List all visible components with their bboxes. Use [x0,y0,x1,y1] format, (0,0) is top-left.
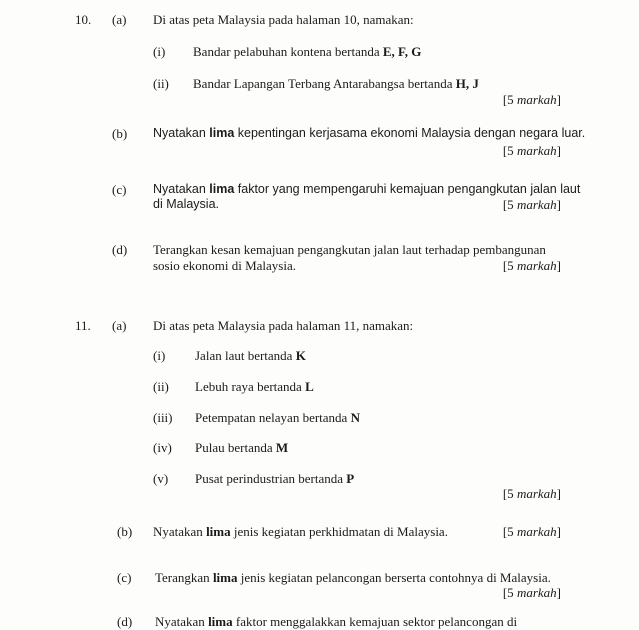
q10a-marks-word: markah [516,92,557,107]
q11a-marks-word: markah [516,486,557,501]
q10b-post: kepentingan kerjasama ekonomi Malaysia dengan negara luar. [234,126,586,140]
q11a-item [195,348,306,363]
q10b-marks-close: ] [556,143,561,158]
q10a-ii [193,76,479,91]
q11b-label: (b) [117,524,133,539]
q11a-item [195,410,360,425]
q10d-marks [503,258,561,273]
q10a-ii-bold: H, J [455,76,479,91]
q11b-text [153,524,448,539]
q10d-marks-close: ] [556,258,561,273]
q11d-bold: lima [208,614,233,629]
q10c-line2: di Malaysia. [153,197,219,211]
q10c-label: (c) [112,182,127,197]
q11a-item-text: Pulau bertanda [195,440,276,455]
q11d-post: faktor menggalakkan kemajuan sektor pelancongan di [232,614,518,629]
q10b-text [153,126,585,141]
q11a-item-label: (iii) [153,410,173,425]
q11c-post: jenis kegiatan pelancongan berserta contohnya di Malaysia. [237,570,551,585]
q11a-item-text: Lebuh raya bertanda [195,379,306,394]
q10a-ii-text: Bandar Lapangan Terbang Antarabangsa bertanda [193,76,456,91]
q11a-item-label: (i) [153,348,166,363]
q10c-marks [503,197,561,212]
q11-number: 11. [75,318,91,333]
q10c-post: faktor yang mempengaruhi kemajuan pengangkutan jalan laut [234,182,581,196]
q10a-text: Di atas peta Malaysia pada halaman 10, namakan: [153,12,414,27]
q10b-pre: Nyatakan [153,126,210,140]
q11c-marks-close: ] [556,585,561,600]
q10a-label: (a) [112,12,127,27]
q11a-marks [503,486,561,501]
q11b-marks-close: ] [556,524,561,539]
q10d-line2: sosio ekonomi di Malaysia. [153,258,296,273]
q11b-pre: Nyatakan [153,524,207,539]
q10b-marks-word: markah [516,143,557,158]
q10d-label: (d) [112,242,128,257]
q11a-item [195,440,288,455]
q11c-marks-word: markah [516,585,557,600]
q10c-marks-close: ] [556,197,561,212]
q10a-ii-label: (ii) [153,76,169,91]
q11a-item-label: (ii) [153,379,169,394]
q11b-marks-word: markah [516,524,557,539]
q10c-pre: Nyatakan [153,182,210,196]
q10b-marks-open: [5 [502,143,517,158]
q11d-label: (d) [117,614,133,629]
q10a-i-bold: E, F, G [382,44,422,59]
q11a-item-text: Pusat perindustrian bertanda [195,471,347,486]
q11a-item-bold: K [295,348,306,363]
q10-number: 10. [75,12,92,27]
q10d-marks-word: markah [516,258,557,273]
q11a-item-text: Petempatan nelayan bertanda [195,410,351,425]
q11a-item-text: Jalan laut bertanda [195,348,296,363]
q10a-i-text: Bandar pelabuhan kontena bertanda [193,44,383,59]
q11c-marks [503,585,561,600]
q10a-marks-open: [5 [502,92,517,107]
q11a-item-bold: L [305,379,314,394]
q10c-marks-open: [5 [502,197,517,212]
q11a-item-label: (iv) [153,440,172,455]
q11a-item-bold: M [275,440,289,455]
q11b-marks-open: [5 [502,524,517,539]
q11a-item [195,379,314,394]
q11c-label: (c) [117,570,132,585]
q10c-bold: lima [209,182,235,196]
q10a-i [193,44,421,59]
q11a-item-label: (v) [153,471,169,486]
q10d-line1: Terangkan kesan kemajuan pengangkutan jalan laut terhadap pembangunan [153,242,546,257]
q11b-bold: lima [206,524,231,539]
q10a-marks-close: ] [556,92,561,107]
q11a-item [195,471,354,486]
q11b-marks [503,524,561,539]
q11a-text: Di atas peta Malaysia pada halaman 11, namakan: [153,318,414,333]
q10b-bold: lima [209,126,235,140]
q11a-marks-open: [5 [502,486,517,501]
q11c-text [155,570,551,585]
q10a-i-label: (i) [153,44,166,59]
q10d-marks-open: [5 [502,258,517,273]
q11b-post: jenis kegiatan perkhidmatan di Malaysia. [230,524,448,539]
q11c-pre: Terangkan [155,570,213,585]
q11c-marks-open: [5 [502,585,517,600]
q10a-marks [503,92,561,107]
q11a-item-bold: P [346,471,355,486]
q10b-marks [503,143,561,158]
q11d-pre: Nyatakan [155,614,209,629]
q11d-text [155,614,517,629]
q10b-label: (b) [112,126,128,141]
q11a-item-bold: N [350,410,360,425]
q11a-label: (a) [112,318,127,333]
q10c-marks-word: markah [516,197,557,212]
q11c-bold: lima [212,570,238,585]
q10c-text [153,182,580,197]
q11a-marks-close: ] [556,486,561,501]
